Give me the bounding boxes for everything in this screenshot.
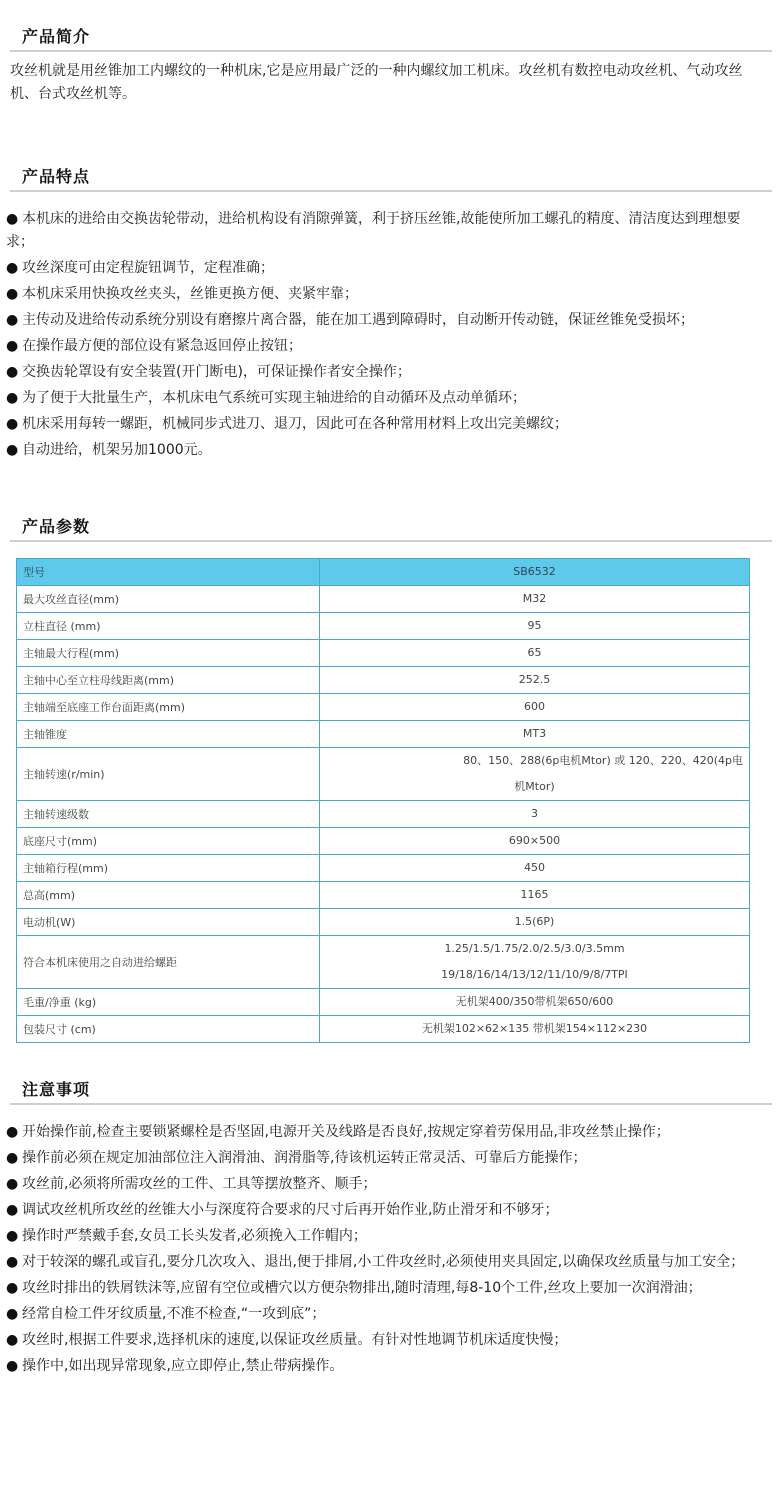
note-item: ● 攻丝前,必须将所需攻丝的工件、工具等摆放整齐、顺手；: [6, 1173, 768, 1196]
table-row: [17, 1016, 750, 1043]
note-item: ● 操作时严禁戴手套,女员工长头发者,必须挽入工作帽内；: [6, 1225, 768, 1248]
params-heading: 产品参数: [22, 517, 91, 536]
table-row: [17, 613, 750, 640]
param-value: 无机架102×62×135 带机架154×112×230: [320, 1016, 750, 1043]
bullet-icon: ●: [6, 442, 19, 458]
note-item: ● 操作中,如出现异常现象,应立即停止,禁止带病操作。: [6, 1355, 768, 1378]
param-value: [320, 748, 750, 801]
feature-item: ● 在操作最方便的部位设有紧急返回停止按钮；: [6, 335, 768, 358]
bullet-icon: ●: [6, 1228, 19, 1244]
table-header-value: SB6532: [320, 559, 750, 586]
table-row: [17, 586, 750, 613]
bullet-icon: ●: [6, 1332, 19, 1348]
param-key: 主轴端至底座工作台面距离(mm): [17, 694, 320, 721]
param-value: 690×500: [320, 828, 750, 855]
feature-item: ● 本机床采用快换攻丝夹头，丝锥更换方便、夹紧牢靠；: [6, 283, 768, 306]
table-row: [17, 855, 750, 882]
bullet-icon: ●: [6, 1358, 19, 1374]
divider: [10, 50, 772, 52]
bullet-icon: ●: [6, 1202, 19, 1218]
features-section-header: [0, 156, 776, 192]
features-list: [0, 208, 776, 462]
note-item: ● 攻丝时排出的铁屑铁沫等,应留有空位或槽穴以方便杂物排出,随时清理,每8-10个工件,丝攻上要加一次润滑油；: [6, 1277, 768, 1300]
param-key: 最大攻丝直径(mm): [17, 586, 320, 613]
notes-section-header: [0, 1069, 776, 1105]
bullet-icon: ●: [6, 1306, 19, 1322]
param-value: 95: [320, 613, 750, 640]
param-value: M32: [320, 586, 750, 613]
param-value: 3: [320, 801, 750, 828]
param-key: 包装尺寸 (cm): [17, 1016, 320, 1043]
param-value: 600: [320, 694, 750, 721]
bullet-icon: ●: [6, 286, 19, 302]
feature-item: ● 自动进给，机架另加1000元。: [6, 439, 768, 462]
param-value: 450: [320, 855, 750, 882]
table-row: [17, 936, 750, 989]
params-table: [16, 558, 750, 1043]
param-key: 电动机(W): [17, 909, 320, 936]
param-key: 底座尺寸(mm): [17, 828, 320, 855]
param-value: 252.5: [320, 667, 750, 694]
feature-item: ● 为了便于大批量生产，本机床电气系统可实现主轴进给的自动循环及点动单循环；: [6, 387, 768, 410]
table-row: [17, 989, 750, 1016]
param-value-line: 机Mtor): [514, 780, 555, 793]
param-key: 主轴最大行程(mm): [17, 640, 320, 667]
bullet-icon: ●: [6, 1150, 19, 1166]
table-row: [17, 667, 750, 694]
intro-section-header: [0, 16, 776, 52]
bullet-icon: ●: [6, 211, 19, 227]
note-item: ● 经常自检工件牙纹质量,不准不检查,“一攻到底”；: [6, 1303, 768, 1326]
param-value: 1.5(6P): [320, 909, 750, 936]
param-value: 无机架400/350带机架650/600: [320, 989, 750, 1016]
params-section-header: [0, 506, 776, 542]
param-value-line: 19/18/16/14/13/12/11/10/9/8/7TPI: [441, 968, 628, 981]
table-header-row: [17, 559, 750, 586]
table-row: [17, 882, 750, 909]
note-item: ● 调试攻丝机所攻丝的丝锥大小与深度符合要求的尺寸后再开始作业,防止滑牙和不够牙；: [6, 1199, 768, 1222]
bullet-icon: ●: [6, 390, 19, 406]
product-page: [0, 16, 776, 1491]
divider: [10, 540, 772, 542]
param-key: 符合本机床使用之自动进给螺距: [17, 936, 320, 989]
bullet-icon: ●: [6, 312, 19, 328]
param-value-line: 1.25/1.5/1.75/2.0/2.5/3.0/3.5mm: [444, 942, 625, 955]
notes-list: [0, 1121, 776, 1378]
notes-heading: 注意事项: [22, 1080, 91, 1099]
bullet-icon: ●: [6, 1124, 19, 1140]
bullet-icon: ●: [6, 1176, 19, 1192]
table-row: [17, 828, 750, 855]
note-item: ● 对于较深的螺孔或盲孔,要分几次攻入、退出,便于排屑,小工件攻丝时,必须使用夹具固定,以确保攻丝质量与加工安全；: [6, 1251, 768, 1274]
intro-heading: 产品简介: [22, 27, 91, 46]
param-value: 1165: [320, 882, 750, 909]
table-row: [17, 748, 750, 801]
intro-text: 攻丝机就是用丝锥加工内螺纹的一种机床,它是应用最广泛的一种内螺纹加工机床。攻丝机有数控电动攻丝机、气动攻丝机、台式攻丝机等。: [10, 63, 743, 102]
bullet-icon: ●: [6, 1280, 19, 1296]
bullet-icon: ●: [6, 416, 19, 432]
bullet-icon: ●: [6, 1254, 19, 1270]
param-value-line: 80、150、288(6p电机Mtor) 或 120、220、420(4p电: [463, 754, 743, 767]
param-key: 主轴转速(r/min): [17, 748, 320, 801]
param-value: [320, 936, 750, 989]
note-item: ● 开始操作前,检查主要锁紧螺栓是否坚固,电源开关及线路是否良好,按规定穿着劳保用品,非攻丝禁止操作；: [6, 1121, 768, 1144]
param-key: 毛重/净重 (kg): [17, 989, 320, 1016]
table-row: [17, 909, 750, 936]
table-header-key: 型号: [17, 559, 320, 586]
feature-item: ● 攻丝深度可由定程旋钮调节，定程准确；: [6, 257, 768, 280]
divider: [10, 1103, 772, 1105]
features-heading: 产品特点: [22, 167, 91, 186]
feature-item: ● 主传动及进给传动系统分别设有磨擦片离合器，能在加工遇到障碍时，自动断开传动链，保证丝锥免受损坏；: [6, 309, 768, 332]
feature-item: ● 本机床的进给由交换齿轮带动，进给机构设有消隙弹簧，利于挤压丝锥,故能使所加工螺孔的精度、清洁度达到理想要求；: [6, 208, 768, 254]
bullet-icon: ●: [6, 364, 19, 380]
divider: [10, 190, 772, 192]
feature-item: ● 机床采用每转一螺距，机械同步式进刀、退刀，因此可在各种常用材料上攻出完美螺纹；: [6, 413, 768, 436]
param-value: 65: [320, 640, 750, 667]
param-key: 主轴锥度: [17, 721, 320, 748]
table-row: [17, 801, 750, 828]
param-key: 总高(mm): [17, 882, 320, 909]
param-key: 主轴中心至立柱母线距离(mm): [17, 667, 320, 694]
param-key: 主轴箱行程(mm): [17, 855, 320, 882]
feature-item: ● 交换齿轮罩设有安全装置(开门断电)，可保证操作者安全操作；: [6, 361, 768, 384]
table-row: [17, 640, 750, 667]
bullet-icon: ●: [6, 260, 19, 276]
table-row: [17, 721, 750, 748]
note-item: ● 攻丝时,根据工件要求,选择机床的速度,以保证攻丝质量。有针对性地调节机床适度快慢；: [6, 1329, 768, 1352]
table-row: [17, 694, 750, 721]
param-key: 主轴转速级数: [17, 801, 320, 828]
param-key: 立柱直径 (mm): [17, 613, 320, 640]
param-value: MT3: [320, 721, 750, 748]
note-item: ● 操作前必须在规定加油部位注入润滑油、润滑脂等,待该机运转正常灵活、可靠后方能操作；: [6, 1147, 768, 1170]
bullet-icon: ●: [6, 338, 19, 354]
